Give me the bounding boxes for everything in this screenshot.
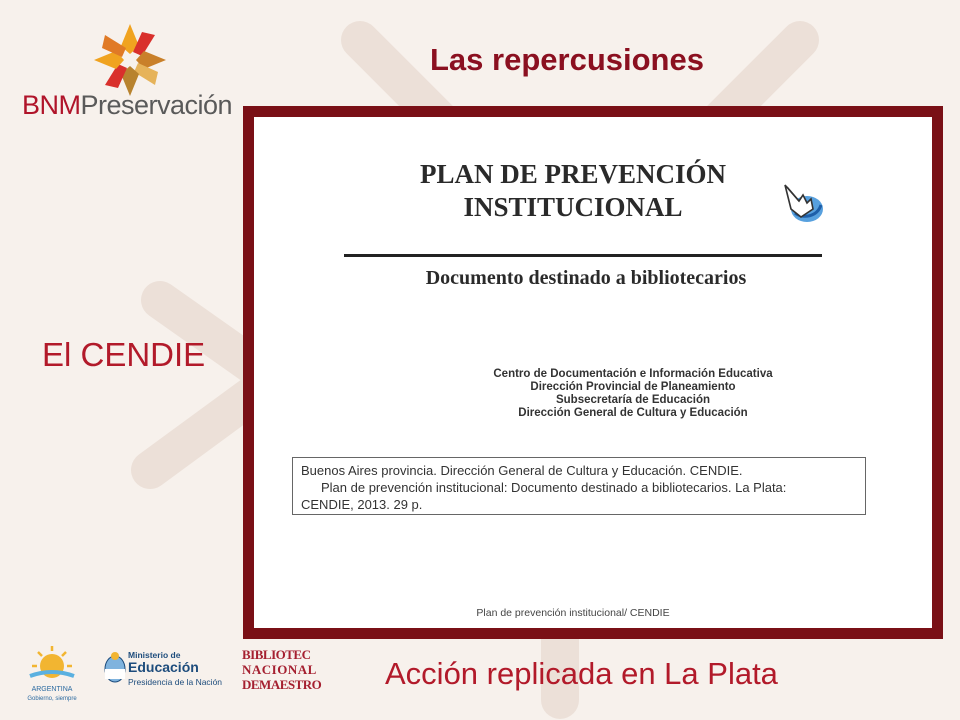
- ministerio-line1: Ministerio de: [128, 650, 181, 660]
- institution-line: Dirección General de Cultura y Educación: [518, 407, 748, 419]
- slide-title: Las repercusiones: [430, 42, 704, 77]
- brand-preservacion: Preservación: [80, 90, 233, 120]
- ministerio-line3: Presidencia de la Nación: [128, 677, 223, 687]
- citation-box: [292, 457, 866, 515]
- svg-text:NACIONAL: NACIONAL: [242, 662, 317, 677]
- biblioteca-nacional-logo: [240, 646, 322, 692]
- document-rule: [344, 254, 822, 257]
- ministerio-line2: Educación: [128, 659, 199, 675]
- brand-wordmark: [22, 90, 232, 121]
- side-label: El CENDIE: [42, 336, 206, 373]
- institution-line: Centro de Documentación e Información Educativa: [493, 368, 773, 380]
- citation-line3: CENDIE, 2013. 29 p.: [301, 497, 423, 512]
- institution-line: Subsecretaría de Educación: [555, 394, 711, 406]
- argentina-logo-subtext: Gobierno, siempre: [27, 696, 77, 702]
- argentina-logo-text: ARGENTINA: [31, 686, 73, 693]
- svg-text:DEMAESTRO: DEMAESTRO: [242, 677, 322, 692]
- document-title-line2: INSTITUCIONAL: [463, 192, 683, 222]
- argentina-sun-icon: [22, 644, 82, 704]
- document-title-line1: PLAN DE PREVENCIÓN: [419, 159, 727, 189]
- brand-bnm: BNM: [22, 90, 81, 120]
- national-shield-icon: [104, 650, 126, 684]
- institution-line: Dirección Provincial de Planeamiento: [530, 381, 736, 393]
- document-subtitle: Documento destinado a bibliotecarios: [425, 267, 747, 289]
- document-footer: Plan de prevención institucional/ CENDIE: [476, 607, 670, 619]
- document-page: [254, 117, 932, 628]
- svg-text:BIBLIOTEC: BIBLIOTEC: [242, 647, 311, 662]
- citation-line2: Plan de prevención institucional: Documento destinado a bibliotecarios. La Plata:: [321, 480, 787, 495]
- pointing-hand-icon: [777, 179, 827, 225]
- citation-line1: Buenos Aires provincia. Dirección General de Cultura y Educación. CENDIE.: [301, 463, 743, 478]
- slide-caption: Acción replicada en La Plata: [385, 656, 778, 691]
